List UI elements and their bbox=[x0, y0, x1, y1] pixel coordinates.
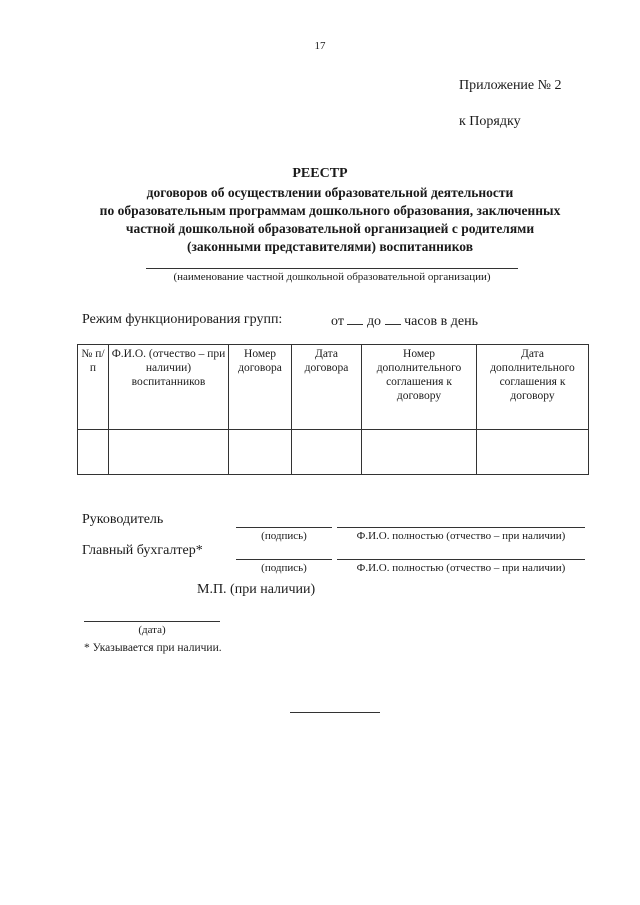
chief-accountant-label: Главный бухгалтер* bbox=[82, 543, 203, 558]
subtitle-line: по образовательным программам дошкольного образования, заключенных bbox=[99, 203, 561, 218]
date-line bbox=[84, 621, 220, 622]
mode-from-label: от bbox=[331, 314, 344, 329]
head-name-line bbox=[337, 527, 585, 528]
accountant-name-caption: Ф.И.О. полностью (отчество – при наличии) bbox=[356, 562, 566, 574]
mode-suffix: часов в день bbox=[404, 314, 478, 329]
head-label: Руководитель bbox=[82, 512, 164, 527]
document-subtitle bbox=[70, 184, 590, 256]
head-signature-caption: (подпись) bbox=[261, 530, 307, 542]
column-header-child-name: Ф.И.О. (отчество – при наличии) воспитанников bbox=[109, 345, 229, 430]
footnote: * Указывается при наличии. bbox=[84, 642, 222, 654]
mode-from-blank bbox=[347, 312, 363, 325]
operating-mode-label: Режим функционирования групп: bbox=[82, 312, 283, 327]
page-number: 17 bbox=[314, 40, 326, 52]
table-row bbox=[78, 430, 589, 475]
accountant-signature-caption: (подпись) bbox=[261, 562, 307, 574]
document-title: РЕЕСТР bbox=[292, 166, 348, 181]
subtitle-line: (законными представителями) воспитанников bbox=[186, 239, 474, 254]
table-cell bbox=[229, 430, 292, 475]
table-cell bbox=[78, 430, 109, 475]
organization-name-caption: (наименование частной дошкольной образовательной организации) bbox=[173, 271, 491, 283]
table-cell bbox=[292, 430, 362, 475]
table-cell bbox=[477, 430, 589, 475]
date-caption: (дата) bbox=[138, 624, 166, 636]
operating-mode-hours bbox=[331, 312, 478, 330]
table-cell bbox=[362, 430, 477, 475]
organization-name-line bbox=[146, 268, 518, 269]
subtitle-line: частной дошкольной образовательной организацией с родителями bbox=[125, 221, 535, 236]
table-cell bbox=[109, 430, 229, 475]
seal-label: М.П. (при наличии) bbox=[197, 582, 316, 597]
column-header-addendum-date: Дата дополнительного соглашения к договору bbox=[477, 345, 589, 430]
accountant-signature-line bbox=[236, 559, 332, 560]
column-header-number: № п/п bbox=[78, 345, 109, 430]
end-divider bbox=[290, 712, 380, 713]
registry-table bbox=[77, 344, 589, 475]
order-reference: к Порядку bbox=[459, 114, 521, 129]
subtitle-line: договоров об осуществлении образовательной деятельности bbox=[146, 185, 514, 200]
head-signature-line bbox=[236, 527, 332, 528]
appendix-label: Приложение № 2 bbox=[459, 78, 562, 93]
column-header-addendum-number: Номер дополнительного соглашения к договору bbox=[362, 345, 477, 430]
mode-to-blank bbox=[385, 312, 401, 325]
column-header-contract-number: Номер договора bbox=[229, 345, 292, 430]
column-header-contract-date: Дата договора bbox=[292, 345, 362, 430]
head-name-caption: Ф.И.О. полностью (отчество – при наличии) bbox=[356, 530, 566, 542]
table-header-row bbox=[78, 345, 589, 430]
mode-to-label: до bbox=[366, 314, 382, 329]
accountant-name-line bbox=[337, 559, 585, 560]
